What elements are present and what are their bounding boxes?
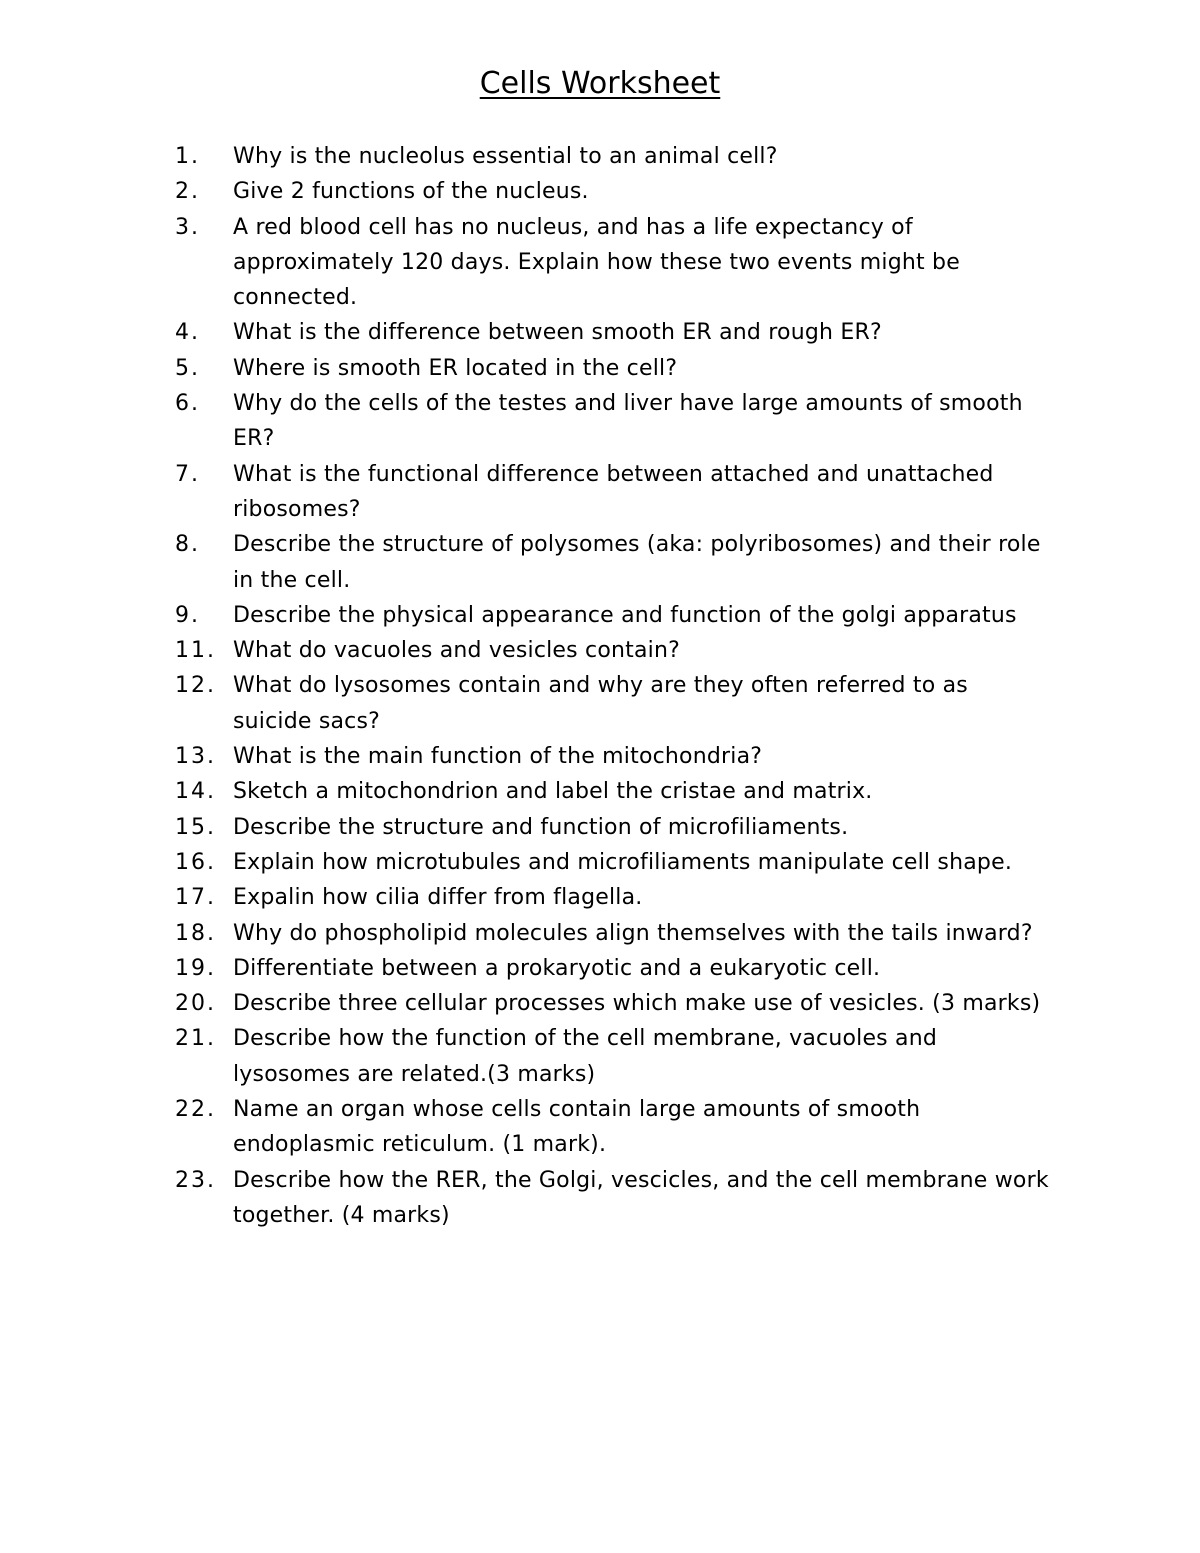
question-item — [170, 139, 1050, 174]
question-number: 23. — [175, 1167, 216, 1193]
question-text: Describe how the function of the cell membrane, vacuoles and lysosomes are related.(3 marks) — [233, 1026, 938, 1087]
question-item — [170, 1092, 1050, 1163]
question-number: 1. — [175, 144, 200, 169]
question-number: 5. — [175, 355, 200, 381]
question-text: Name an organ whose cells contain large amounts of smooth endoplasmic reticulum. (1 mark). — [233, 1097, 921, 1158]
question-item — [170, 386, 1050, 457]
question-text: Where is smooth ER located in the cell? — [233, 355, 678, 381]
question-item — [170, 845, 1050, 880]
question-item — [170, 633, 1050, 668]
question-number: 3. — [175, 214, 200, 240]
question-text: Describe the physical appearance and function of the golgi apparatus — [233, 602, 1017, 628]
question-number: 11. — [175, 638, 216, 664]
question-text: Why do the cells of the testes and liver have large amounts of smooth ER? — [233, 391, 1023, 452]
question-number: 2. — [175, 179, 200, 205]
question-item — [170, 1021, 1050, 1092]
question-number: 7. — [175, 461, 200, 487]
question-text: A red blood cell has no nucleus, and has a life expectancy of approximately 120 days. Explain how these two events might be connected. — [233, 214, 960, 311]
question-text: Describe three cellular processes which make use of vesicles. (3 marks) — [233, 991, 1041, 1017]
question-text: Give 2 functions of the nucleus. — [233, 179, 589, 205]
question-item — [170, 739, 1050, 774]
question-item — [170, 916, 1050, 951]
question-number: 21. — [175, 1026, 216, 1052]
question-item — [170, 1163, 1050, 1234]
question-number: 15. — [175, 814, 216, 840]
question-item — [170, 315, 1050, 350]
question-number: 18. — [175, 920, 216, 946]
question-item — [170, 951, 1050, 986]
question-item — [170, 351, 1050, 386]
question-item — [170, 174, 1050, 209]
question-number: 14. — [175, 779, 216, 805]
question-text: Why is the nucleolus essential to an animal cell? — [233, 144, 778, 169]
question-item — [170, 668, 1050, 739]
question-number: 19. — [175, 955, 216, 981]
question-item — [170, 810, 1050, 845]
question-item — [170, 880, 1050, 915]
question-text: Describe how the RER, the Golgi, vescicles, and the cell membrane work together. (4 marks) — [233, 1167, 1049, 1228]
question-number: 4. — [175, 320, 200, 346]
question-item — [170, 527, 1050, 598]
question-number: 13. — [175, 744, 216, 770]
question-number: 16. — [175, 849, 216, 875]
question-number: 20. — [175, 991, 216, 1017]
question-item — [170, 598, 1050, 633]
question-number: 22. — [175, 1097, 216, 1123]
question-number: 9. — [175, 602, 200, 628]
question-number: 6. — [175, 391, 200, 417]
question-text: Describe the structure and function of microfiliaments. — [233, 814, 849, 840]
question-text: What is the difference between smooth ER and rough ER? — [233, 320, 882, 346]
question-item — [170, 210, 1050, 316]
question-text: Describe the structure of polysomes (aka: polyribosomes) and their role in the cell. — [233, 532, 1041, 593]
question-number: 8. — [175, 532, 200, 558]
question-item — [170, 457, 1050, 528]
question-text: What do lysosomes contain and why are they often referred to as suicide sacs? — [233, 673, 968, 734]
question-text: What is the functional difference between attached and unattached ribosomes? — [233, 461, 994, 522]
question-text: What is the main function of the mitochondria? — [233, 744, 763, 770]
question-item — [170, 774, 1050, 809]
question-number: 12. — [175, 673, 216, 699]
question-text: Expalin how cilia differ from flagella. — [233, 885, 643, 911]
question-text: Why do phospholipid molecules align themselves with the tails inward? — [233, 920, 1033, 946]
question-text: Explain how microtubules and microfiliaments manipulate cell shape. — [233, 849, 1013, 875]
question-text: Differentiate between a prokaryotic and a eukaryotic cell. — [233, 955, 881, 981]
question-item — [170, 986, 1050, 1021]
question-number: 17. — [175, 885, 216, 911]
question-text: Sketch a mitochondrion and label the cristae and matrix. — [233, 779, 873, 805]
worksheet-title: Cells Worksheet — [479, 66, 721, 101]
question-text: What do vacuoles and vesicles contain? — [233, 638, 680, 664]
question-list — [170, 139, 1050, 1233]
